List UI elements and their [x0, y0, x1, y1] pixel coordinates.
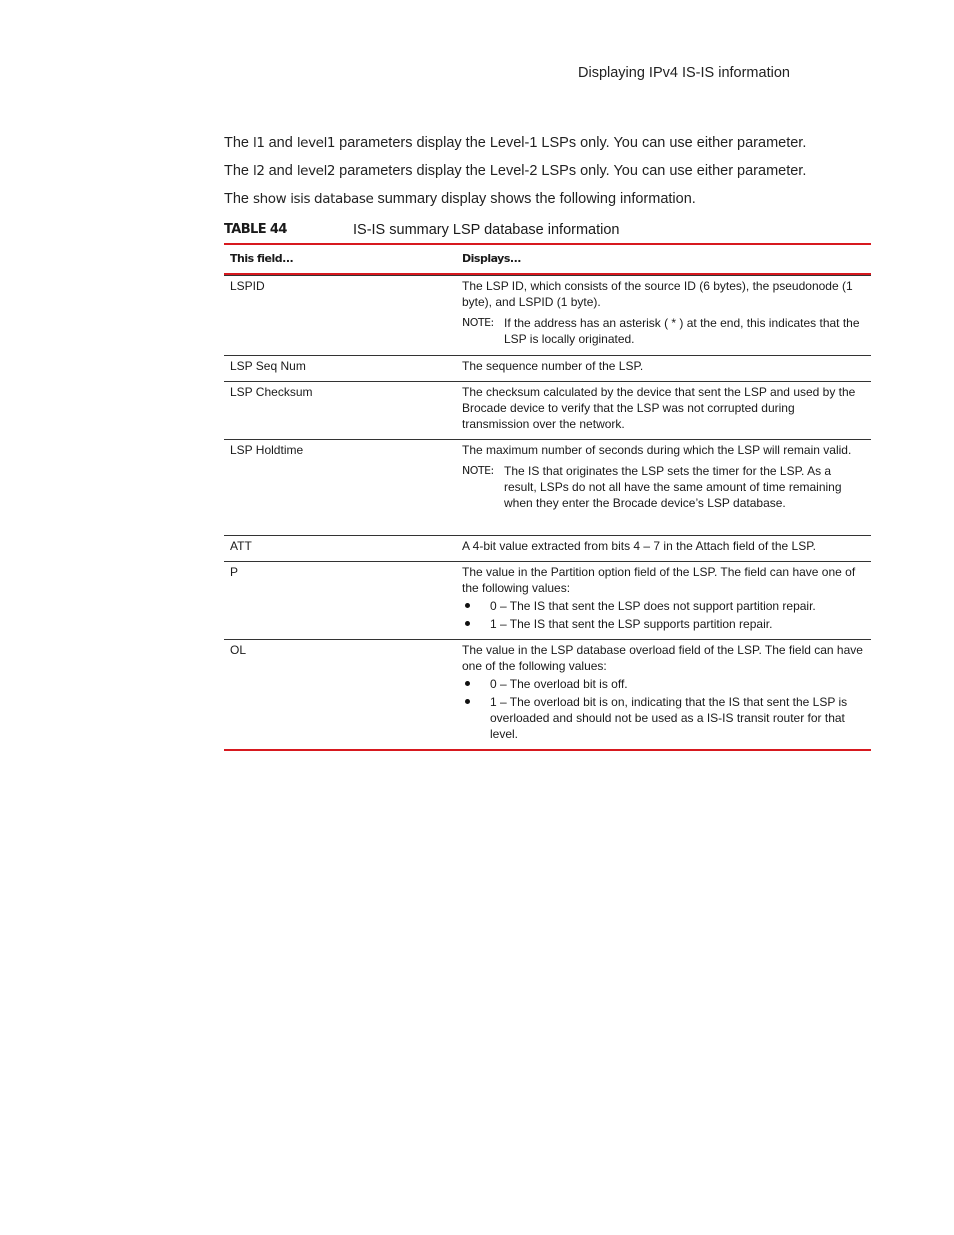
list-item	[462, 676, 863, 692]
text: and	[264, 135, 297, 151]
field-description	[456, 640, 871, 749]
description-text: The LSP ID, which consists of the source ID (6 bytes), the pseudonode (1 byte), and LSPID (1 byte).	[462, 279, 853, 309]
bullet-list	[462, 676, 863, 742]
bullet-text: 1 – The IS that sent the LSP supports partition repair.	[490, 617, 773, 631]
keyword: l1	[253, 135, 265, 151]
field-description: A 4-bit value extracted from bits 4 – 7 in the Attach field of the LSP.	[462, 539, 816, 553]
note-label: NOTE:	[462, 464, 494, 477]
field-description	[456, 276, 871, 355]
table-row	[224, 535, 871, 561]
text: The	[224, 191, 254, 207]
table-row	[224, 355, 871, 381]
text: summary display shows the following information.	[373, 191, 696, 207]
text: and	[264, 163, 297, 179]
bullet-icon	[465, 621, 470, 626]
keyword: show isis database	[253, 191, 374, 207]
bullet-icon	[465, 699, 470, 704]
field-description	[456, 562, 871, 639]
text: The	[224, 135, 254, 151]
field-name: OL	[230, 643, 247, 657]
field-description	[456, 440, 871, 535]
table-header	[224, 245, 871, 275]
field-description: The checksum calculated by the device that sent the LSP and used by the Brocade device to verify that the LSP was not corrupted during transmission over the network.	[462, 385, 856, 431]
column-header-displays: Displays...	[462, 252, 521, 265]
intro-paragraph-3	[224, 191, 696, 207]
keyword: level2	[296, 163, 336, 179]
note	[462, 463, 863, 511]
field-name: ATT	[230, 539, 252, 553]
bullet-list	[462, 598, 863, 632]
list-item	[462, 616, 863, 632]
lsp-database-table	[224, 243, 871, 751]
bullet-icon	[465, 681, 470, 686]
field-name: LSP Checksum	[230, 385, 313, 399]
table-title: IS-IS summary LSP database information	[353, 222, 620, 238]
text: The	[224, 163, 254, 179]
note-text: The IS that originates the LSP sets the timer for the LSP. As a result, LSPs do not all have the same amount of time remaining when they enter the Brocade device’s LSP database.	[504, 464, 842, 510]
field-name: LSPID	[230, 279, 265, 293]
table-row	[224, 275, 871, 355]
bullet-text: 1 – The overload bit is on, indicating that the IS that sent the LSP is overloaded and should not be used as a IS-IS transit router for that level.	[490, 695, 848, 741]
text: parameters display the Level-2 LSPs only. You can use either parameter.	[335, 163, 807, 179]
note	[462, 315, 863, 347]
note-label: NOTE:	[462, 316, 494, 329]
field-name: LSP Seq Num	[230, 359, 306, 373]
list-item	[462, 598, 863, 614]
bullet-text: 0 – The IS that sent the LSP does not support partition repair.	[490, 599, 816, 613]
list-item	[462, 694, 863, 742]
column-header-field: This field...	[230, 252, 294, 265]
table-row	[224, 439, 871, 535]
table-row	[224, 639, 871, 749]
table-row	[224, 381, 871, 439]
intro-paragraph-1	[224, 135, 806, 151]
field-name: P	[230, 565, 239, 579]
text: parameters display the Level-1 LSPs only. You can use either parameter.	[335, 135, 807, 151]
description-text: The value in the LSP database overload field of the LSP. The field can have one of the following values:	[462, 643, 863, 673]
table-row	[224, 561, 871, 639]
table-label: TABLE 44	[224, 222, 287, 237]
field-description: The sequence number of the LSP.	[462, 359, 644, 373]
field-name: LSP Holdtime	[230, 443, 304, 457]
bullet-text: 0 – The overload bit is off.	[490, 677, 628, 691]
description-text: The value in the Partition option field of the LSP. The field can have one of the following values:	[462, 565, 856, 595]
section-header: Displaying IPv4 IS-IS information	[578, 65, 790, 81]
note-text: If the address has an asterisk ( * ) at the end, this indicates that the LSP is locally originated.	[504, 316, 860, 346]
bullet-icon	[465, 603, 470, 608]
keyword: level1	[296, 135, 336, 151]
intro-paragraph-2	[224, 163, 806, 179]
keyword: l2	[253, 163, 265, 179]
description-text: The maximum number of seconds during which the LSP will remain valid.	[462, 443, 852, 457]
